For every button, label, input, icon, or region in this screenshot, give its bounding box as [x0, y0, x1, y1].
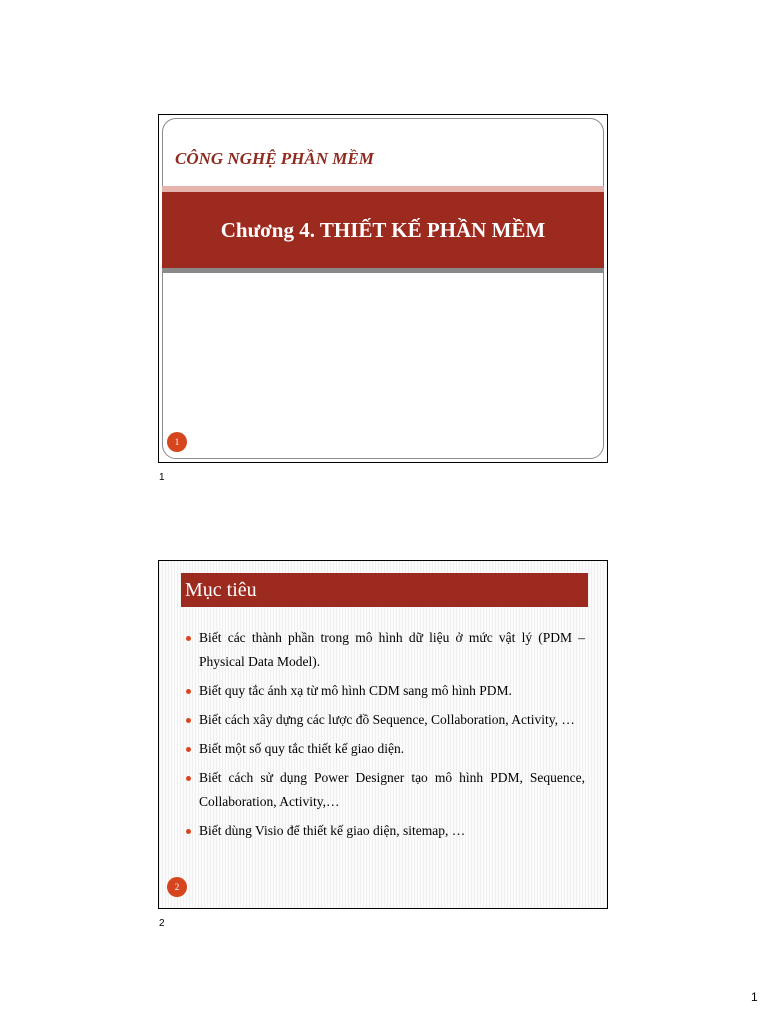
list-item: Biết các thành phần trong mô hình dữ liệu ở mức vật lý (PDM – Physical Data Model).: [185, 626, 585, 674]
objectives-list: [185, 626, 585, 848]
slide-2-caption: 2: [159, 918, 165, 929]
section-title-bar: [181, 573, 588, 607]
list-item: Biết quy tắc ánh xạ từ mô hình CDM sang mô hình PDM.: [185, 679, 585, 703]
slide-number-badge: 1: [167, 432, 187, 452]
list-item: Biết cách xây dựng các lược đồ Sequence, Collaboration, Activity, …: [185, 708, 585, 732]
slide-1-caption: 1: [159, 472, 165, 483]
list-item: Biết cách sử dụng Power Designer tạo mô hình PDM, Sequence, Collaboration, Activity,…: [185, 766, 585, 814]
slide-number-badge: 2: [167, 877, 187, 897]
course-title: CÔNG NGHỆ PHẦN MỀM: [175, 149, 374, 168]
slide-1-frame: [162, 118, 604, 459]
list-item: Biết dùng Visio để thiết kế giao diện, sitemap, …: [185, 819, 585, 843]
title-band: [162, 192, 604, 268]
slide-2: [158, 560, 608, 909]
page-number: 1: [751, 990, 758, 1004]
list-item: Biết một số quy tắc thiết kế giao diện.: [185, 737, 585, 761]
slide-1: [158, 114, 608, 463]
section-title: Mục tiêu: [185, 578, 257, 601]
title-band-bottom-stripe: [162, 268, 604, 273]
chapter-title: Chương 4. THIẾT KẾ PHẦN MỀM: [220, 217, 546, 242]
